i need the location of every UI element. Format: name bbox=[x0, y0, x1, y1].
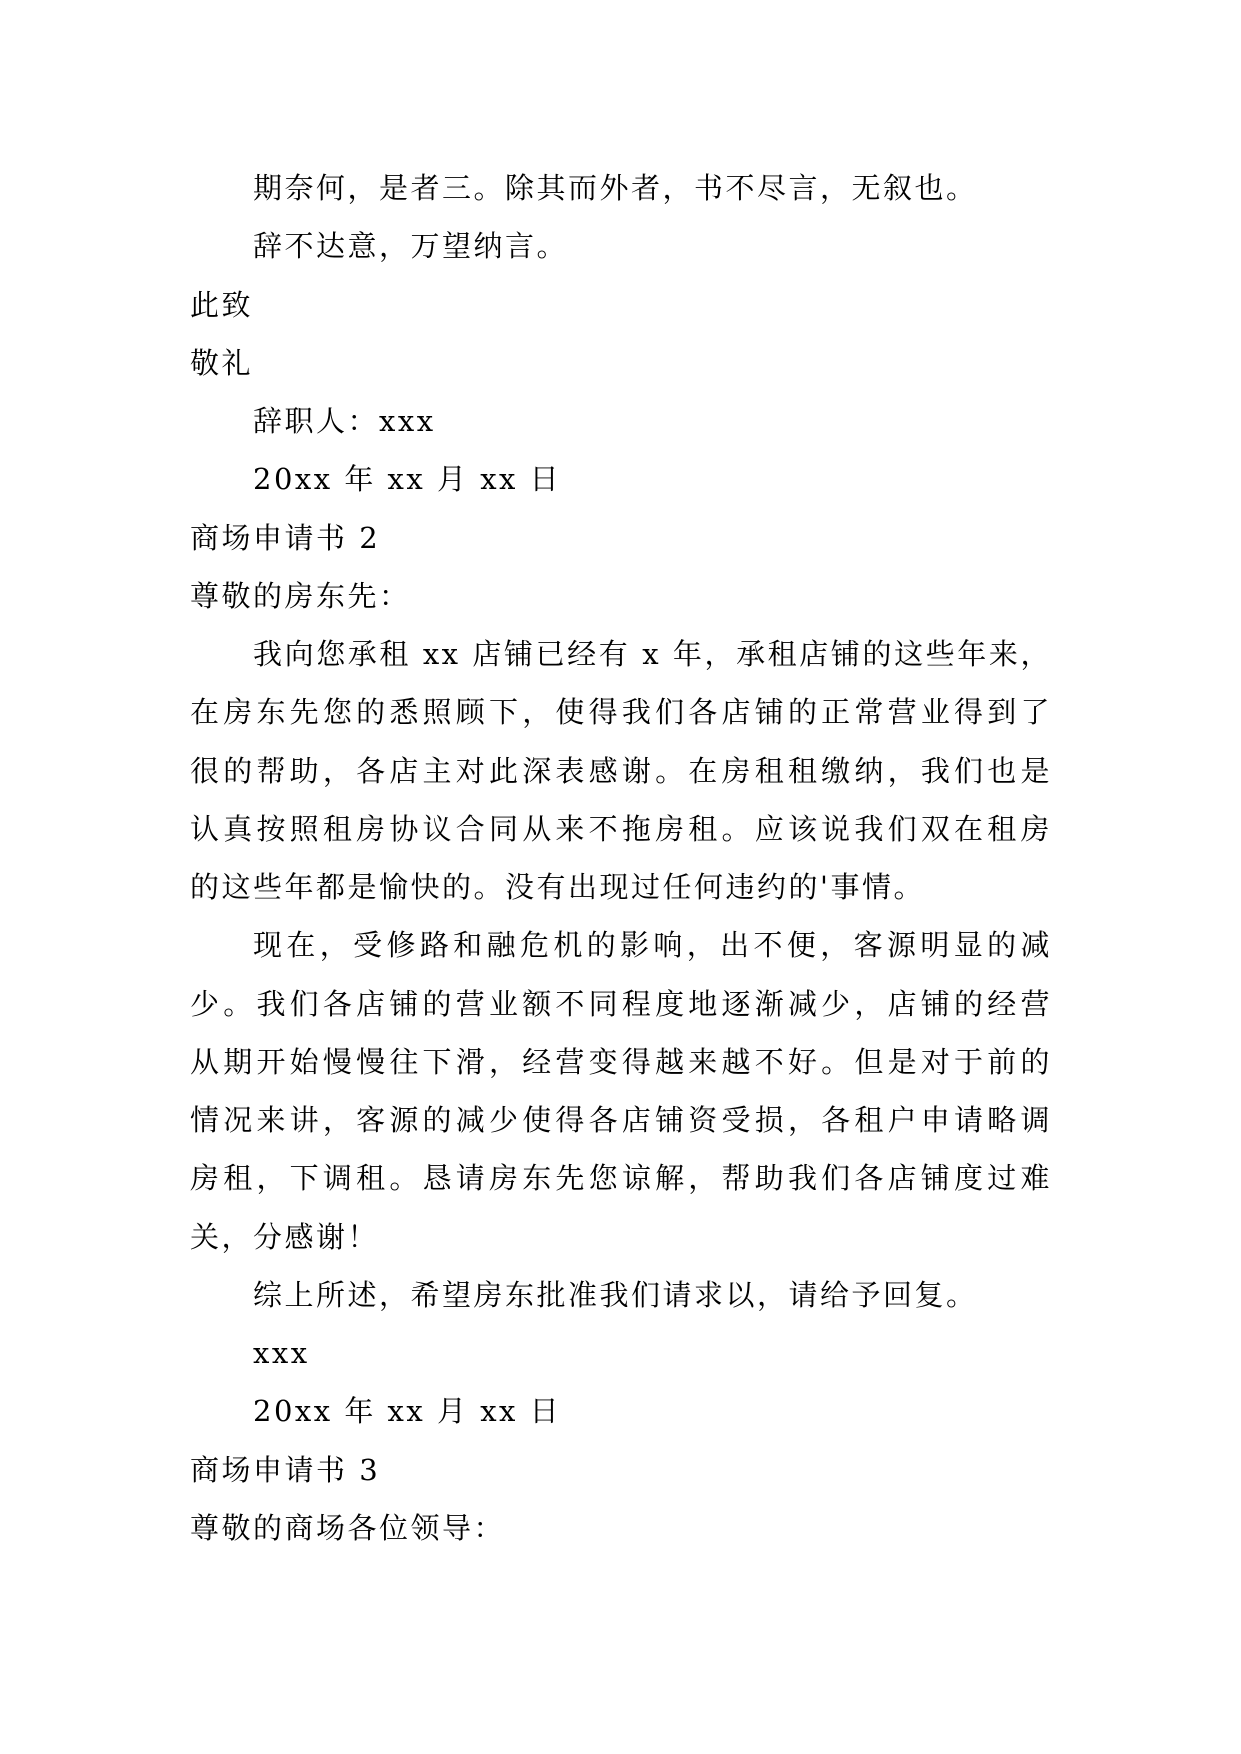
paragraph-line: 综上所述，希望房东批准我们请求以，请给予回复。 bbox=[253, 1277, 978, 1312]
paragraph-line: 从期开始慢慢往下滑，经营变得越来越不好。但是对于前的 bbox=[190, 1044, 1052, 1079]
paragraph-line: 情况来讲，客源的减少使得各店铺资受损，各租户申请略调 bbox=[190, 1103, 1052, 1137]
paragraph-line: 房租，下调租。恳请房东先您谅解，帮助我们各店铺度过难 bbox=[190, 1161, 1052, 1196]
paragraph-line: 很的帮助，各店主对此深表感谢。在房租租缴纳，我们也是 bbox=[190, 753, 1052, 788]
letter-greeting: 尊敬的商场各位领导： bbox=[190, 1510, 506, 1545]
paragraph-line: 在房东先您的悉照顾下，使得我们各店铺的正常营业得到了 bbox=[190, 695, 1052, 730]
signature-date: 20xx 年 xx 月 xx 日 bbox=[253, 1394, 562, 1429]
paragraph-line: 现在，受修路和融危机的影响，出不便，客源明显的减 bbox=[253, 928, 1052, 963]
salutation-text: 敬礼 bbox=[190, 345, 254, 380]
letter-heading: 商场申请书 3 bbox=[190, 1452, 381, 1487]
signature-date: 20xx 年 xx 月 xx 日 bbox=[253, 462, 562, 497]
letter-heading: 商场申请书 2 bbox=[190, 520, 381, 555]
letter-greeting: 尊敬的房东先： bbox=[190, 578, 411, 613]
paragraph-line: 期奈何，是者三。除其而外者，书不尽言，无叙也。 bbox=[253, 171, 978, 205]
closing-text: 此致 bbox=[190, 287, 254, 322]
paragraph-line: 我向您承租 xx 店铺已经有 x 年，承租店铺的这些年来， bbox=[253, 637, 1052, 671]
document-body bbox=[190, 159, 1052, 1557]
signer-name: 辞职人：xxx bbox=[253, 404, 436, 438]
paragraph-line: 认真按照租房协议合同从来不拖房租。应该说我们双在租房 bbox=[190, 811, 1052, 846]
signer-name: xxx bbox=[253, 1336, 310, 1370]
paragraph-line: 少。我们各店铺的营业额不同程度地逐渐减少，店铺的经营 bbox=[190, 986, 1052, 1021]
paragraph-line: 关，分感谢！ bbox=[190, 1219, 380, 1254]
paragraph-line: 的这些年都是愉快的。没有出现过任何违约的'事情。 bbox=[190, 870, 925, 904]
paragraph-line: 辞不达意，万望纳言。 bbox=[253, 229, 569, 264]
